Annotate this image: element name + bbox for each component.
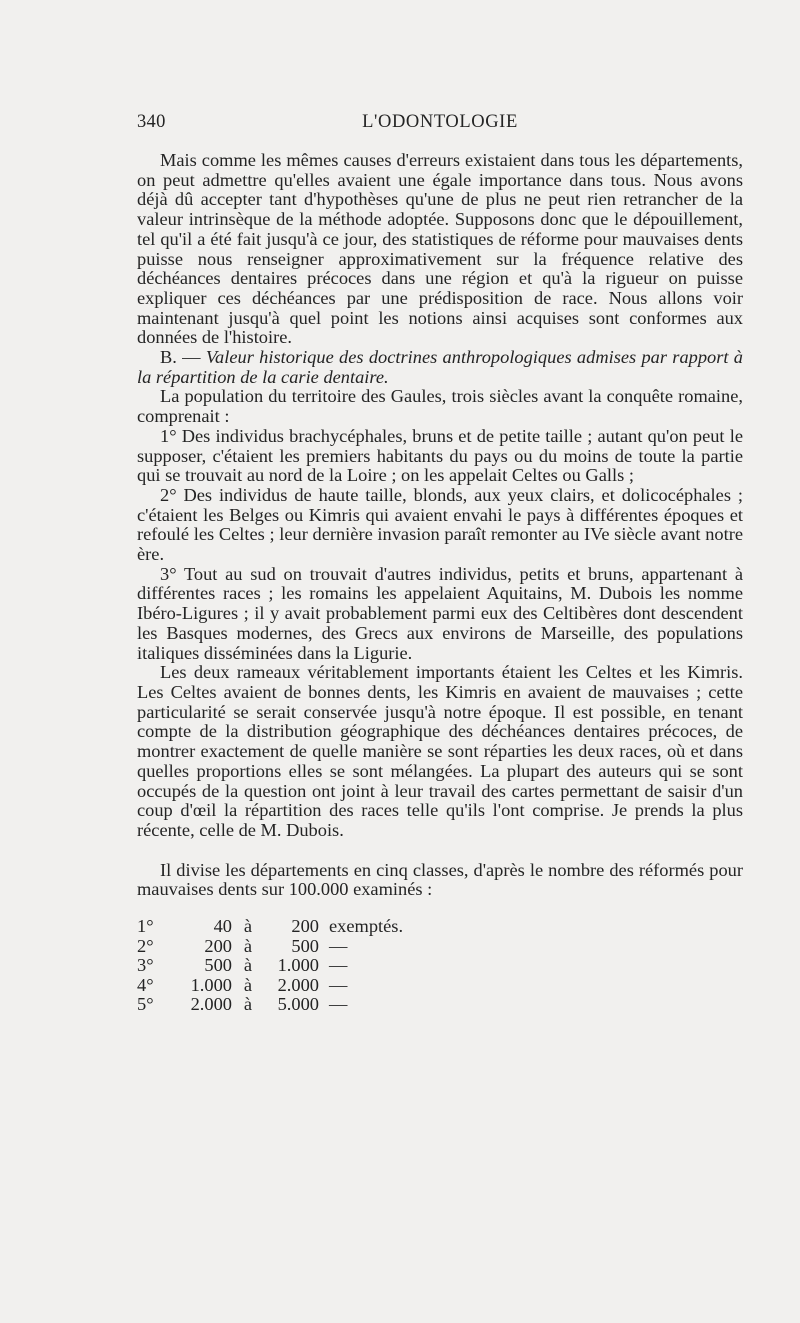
section-heading [137,348,743,387]
paragraph-sud: 3° Tout au sud on trouvait d'autres individus, petits et bruns, appartenant à différentes races ; les romains les appelaient Aquitains, M. Dubois les nomme Ibéro-Ligures ; il y avait probablement parmi eux des Celtibères dont descendent les Basques modernes, des Grecs aux environs de Marseille, des populations italiques disséminées dans la Ligurie. [137,563,743,663]
paragraph-population: La population du territoire des Gaules, trois siècles avant la conquête romaine, comprenait : [137,386,743,427]
paragraph-classes-intro: Il divise les départements en cinq classes, d'après le nombre des réformés pour mauvaises dents sur 100.000 examinés : [137,859,743,900]
section-title: Valeur historique des doctrines anthropologiques admises par rapport à la répartition de la carie dentaire. [137,347,744,387]
class-number: 3° [137,955,154,976]
class-separator: à [243,994,253,1015]
class-row [137,995,743,1015]
class-min: 2.000 [190,994,232,1015]
class-note: — [329,974,348,995]
class-max: 2.000 [277,974,319,995]
class-separator: à [243,955,253,976]
class-note: — [329,935,348,956]
paragraph-causes: Mais comme les mêmes causes d'erreurs existaient dans tous les départements, on peut admettre qu'elles avaient une égale importance dans tous. Nous avons déjà dû accepter tant d'hypothèses qu'une de plus ne peut rien retrancher de la valeur intrinsèque de la méthode adoptée. Supposons donc que le dépouillement, tel qu'il a été fait jusqu'à ce jour, des statistiques de réforme pour mauvaises dents puisse nous renseigner approximativement sur la fréquence relative des déchéances dentaires précoces dans une région et qu'à la rigueur on puisse expliquer ces déchéances par une prédisposition de race. Nous allons voir maintenant jusqu'à quel point les notions ainsi acquises sont conformes aux données de l'histoire. [137,150,743,348]
class-max: 1.000 [277,955,319,976]
class-number: 2° [137,935,154,956]
class-number: 4° [137,974,154,995]
class-separator: à [243,935,253,956]
class-note: exemptés. [329,916,404,937]
class-max: 200 [291,916,319,937]
class-min: 40 [213,916,232,937]
page-number: 340 [137,112,166,132]
class-min: 500 [204,955,232,976]
class-max: 5.000 [277,994,319,1015]
running-head [137,112,743,136]
paragraph-gap [137,841,743,861]
class-number: 5° [137,994,154,1015]
paragraph-celtes: 1° Des individus brachycéphales, bruns et de petite taille ; autant qu'on peut le supposer, c'étaient les premiers habitants du pays ou du moins de toute la partie qui se trouvait au nord de la Loire ; on les appelait Celtes ou Galls ; [137,425,743,486]
section-letter: B. — [160,347,206,368]
class-row [137,917,743,937]
class-separator: à [243,916,253,937]
class-separator: à [243,974,253,995]
paragraph-rameaux: Les deux rameaux véritablement importants étaient les Celtes et les Kimris. Les Celtes avaient de bonnes dents, les Kimris en avaient de mauvaises ; cette particularité se serait conservée jusqu'à notre époque. Il est possible, en tenant compte de la distribution géographique des déchéances dentaires précoces, de montrer exactement de quelle manière se sont réparties les deux races, où et dans quelles proportions elles se sont mélangées. La plupart des auteurs qui se sont occupés de la question ont joint à leur travail des cartes permettant de saisir d'un coup d'œil la répartition des races telle qu'ils l'ont comprise. Je prends la plus récente, celle de M. Dubois. [137,662,743,840]
book-page [137,112,743,1192]
class-note: — [329,955,348,976]
class-row [137,976,743,996]
paragraph-kimris: 2° Des individus de haute taille, blonds, aux yeux clairs, et dolicocéphales ; c'étaient les Belges ou Kimris qui avaient envahi le pays à différentes époques et refoulé les Celtes ; leur dernière invasion paraît remonter au IVe siècle avant notre ère. [137,484,743,565]
classes-list [137,917,743,1015]
class-number: 1° [137,916,154,937]
class-note: — [329,994,348,1015]
running-title: L'ODONTOLOGIE [362,112,518,132]
class-max: 500 [291,935,319,956]
class-row [137,956,743,976]
class-min: 200 [204,935,232,956]
class-row [137,937,743,957]
class-min: 1.000 [190,974,232,995]
page-body [137,151,743,1015]
